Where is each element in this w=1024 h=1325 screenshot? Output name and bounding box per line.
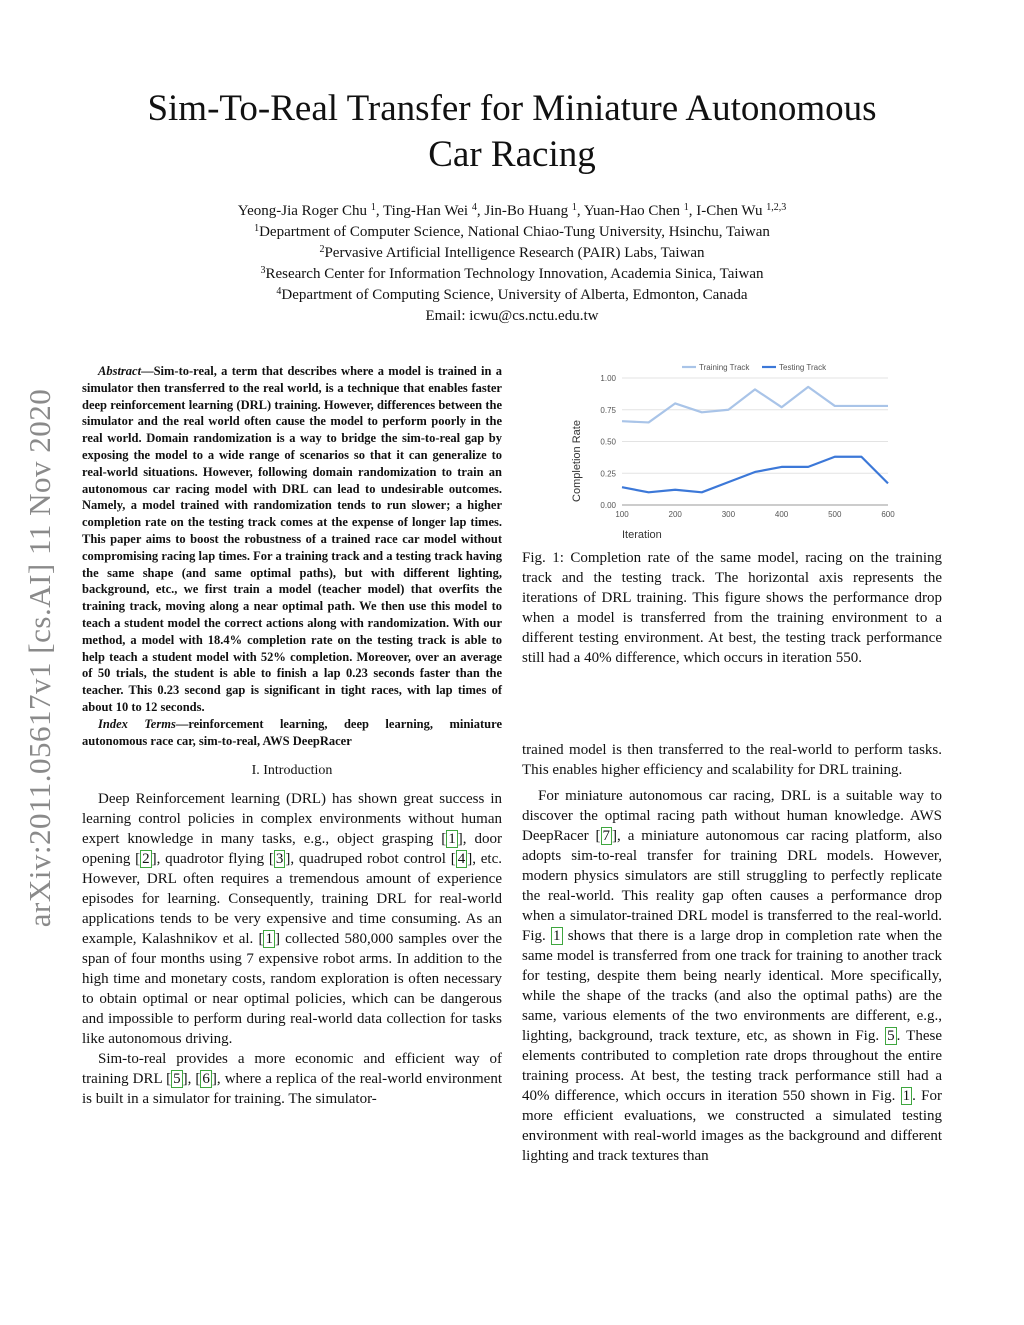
citation-link[interactable]: 5 [173, 1071, 181, 1088]
author-1: Yeong-Jia Roger Chu [237, 203, 368, 219]
author-names: Yeong-Jia Roger Chu $^1$, Ting-Han Wei $^4$, Jin-Bo Huang $^1$, Yuan-Hao Chen $^1$, I-Chen Wu $^{1,2,3}$ [237, 202, 787, 219]
legend-label: Testing Track [779, 363, 827, 372]
citation-link[interactable]: 1 [265, 931, 273, 948]
series-lines [622, 387, 888, 492]
x-tick-label: 300 [721, 510, 736, 519]
intro-paragraph-1: Deep Reinforcement learning (DRL) has shown great success in learning control policies in complex environments without human expert knowledge in many tasks, e.g., object grasping [ 1 ], door opening [ 2 ], quadrotor flying [ 3 ], quadruped robot control [ 4 ], etc. However, DRL often requires a tremendous amount of experience episodes for learning. Consequently, training DRL for real-world applications tends to be very expensive and time consuming. As an example, Kalashnikov et al. [ 1 ] collected 580,000 samples over the span of four months using 7 expensive robot arms. In addition to the high time and monetary costs, random exploration is often necessary to obtain optimal or near optimal policies, which can be dangerous and impossible to perform during real-world data collection for tasks like autonomous driving. [82, 791, 503, 1048]
x-axis-label: Iteration [622, 529, 662, 541]
completion-rate-chart [570, 363, 910, 543]
index-terms-label: Index Terms [98, 716, 176, 731]
author-4: Yuan-Hao Chen [583, 203, 681, 219]
training-track-line [622, 387, 888, 423]
citation-link[interactable]: 2 [142, 851, 150, 868]
title-line-2: Car Racing [428, 134, 596, 175]
author-4-sup: 1 [683, 202, 689, 213]
citation-link[interactable]: 4 [457, 851, 466, 868]
affiliation-2: $^2$Pervasive Artificial Intelligence Research (PAIR) Labs, Taiwan [319, 244, 705, 261]
author-3-sup: 1 [571, 202, 577, 213]
author-2: Ting-Han Wei [383, 203, 469, 219]
y-tick-labels [600, 374, 616, 510]
title-line-1: Sim-To-Real Transfer for Miniature Autonomous [147, 88, 877, 129]
figure-caption: Fig. 1: Completion rate of the same model, racing on the training track and the testing track. The horizontal axis represents the iterations of DRL training. This figure shows the performance drop when a model is transferred from the training environment to a different testing environment. At best, the testing track performance still had a 40% difference, which occurs in iteration 550. [522, 550, 942, 666]
left-column [82, 363, 502, 1109]
affiliation-1: $^1$Department of Computer Science, National Chiao-Tung University, Hsinchu, Taiwan [254, 223, 770, 240]
author-5-sup: 1,2,3 [766, 202, 787, 213]
x-tick-label: 400 [774, 510, 789, 519]
abstract [82, 363, 502, 749]
intro-paragraph-2: Sim-to-real provides a more economic and efficient way of training DRL [ 5 ], [ 6 ], where a replica of the real-world environment is built in a simulator for training. The simulator- [82, 1051, 502, 1108]
legend-label: Training Track [699, 363, 750, 372]
affiliation-4: $^4$Department of Computing Science, University of Alberta, Edmonton, Canada [276, 286, 748, 303]
affiliation-3: $^3$Research Center for Information Technology Innovation, Academia Sinica, Taiwan [260, 265, 764, 282]
y-tick-label: 0.25 [600, 469, 616, 479]
x-tick-label: 600 [881, 510, 895, 519]
figure-link[interactable]: 5 [887, 1028, 895, 1044]
y-tick-label: 1.00 [600, 374, 616, 383]
arxiv-stamp: arXiv:2011.05617v1 [cs.AI] 11 Nov 2020 [22, 388, 57, 928]
author-block [0, 201, 1024, 327]
author-1-sup: 1 [370, 202, 376, 213]
figure-link[interactable]: 1 [553, 928, 561, 944]
abstract-text: —Sim-to-real, a term that describes where a model is trained in a simulator then transferred to the real world, is a technique that enables faster deep reinforcement learning (DRL) training. However, differences between the simulator and the real world often cause the model to perform poorly in the real world. Domain randomization is a way to bridge the sim-to-real gap by exposing the model to a wide range of scenarios so that it can generalize to real-world situations. However, following domain randomization to train an autonomous car racing model with DRL can lead to undesirable outcomes. Namely, a model trained with randomization tends to run slower; a higher completion rate on the testing track comes at the expense of longer lap times. This paper aims to boost the robustness of a trained race car model without compromising racing lap times. For a training track and a testing track having the same shape (and same optimal paths), but with different lighting, background, etc., we first train a model (teacher model) that overfits the training track, moving along a near optimal path. We then use this model to teach a student model the correct actions along with randomization. With our method, a model with 18.4% completion rate on the testing track is able to help teach a student model with 52% completion. Moreover, over an average of 50 trials, the student is able to finish a lap 0.23 seconds faster than the teacher. This 0.23 second gap is significant in tight races, with lap times of about 10 to 12 seconds. [82, 364, 502, 714]
x-tick-label: 200 [668, 510, 682, 519]
citation-link[interactable]: 3 [275, 851, 284, 868]
paper-title [0, 86, 1024, 178]
author-2-sup: 4 [471, 202, 477, 213]
chart-grid [622, 378, 888, 505]
citation-link[interactable]: 6 [202, 1071, 210, 1088]
y-axis-label: Completion Rate [571, 420, 583, 502]
x-tick-labels [615, 510, 895, 519]
right-column-text [522, 740, 942, 1166]
y-tick-label: 0.50 [600, 437, 616, 447]
testing-track-line [622, 457, 888, 493]
y-tick-label: 0.00 [600, 501, 616, 510]
section-heading: I. Introduction [251, 763, 333, 779]
citation-link[interactable]: 1 [448, 831, 456, 848]
chart-legend [682, 363, 827, 372]
right-paragraph-2: For miniature autonomous car racing, DRL is a suitable way to discover the optimal racing path without human knowledge. AWS DeepRacer [ 7 ], a miniature autonomous car racing platform, also adopts sim-to-real transfer for training DRL models. However, modern physics simulators are still struggling to perfectly replicate the real-world. This reality gap often causes a performance drop when a simulator-trained DRL model is transferred to the real-world. Fig. 1 shows that there is a large drop in completion rate when the same model is transferred from one track for training to another track for testing, despite them being nearly identical. More specifically, while the shape of the tracks (and also the optimal paths) are the same, various elements of the two environments are different, e.g., lighting, background, track texture, etc, as shown in Fig. 5 . These elements contributed to completion rate drops throughout the entire training process. At best, the testing track performance still had a 40% difference, which occurs in iteration 550 shown in Fig. 1 . For more efficient evaluations, we constructed a simulated testing environment with real-world images as the background and different lighting and track textures than [522, 788, 943, 1164]
index-terms-text: —reinforcement learning, deep learning, miniature autonomous race car, sim-to-real, AWS DeepRacer [82, 716, 503, 748]
author-3: Jin-Bo Huang [484, 203, 569, 219]
citation-link[interactable]: 7 [602, 828, 611, 844]
abstract-label: Abstract [98, 364, 142, 378]
y-tick-label: 0.75 [600, 405, 616, 415]
author-5: I-Chen Wu [696, 203, 763, 219]
x-tick-label: 100 [615, 510, 629, 519]
x-tick-label: 500 [828, 510, 842, 519]
author-email: Email: icwu@cs.nctu.edu.tw [425, 308, 599, 324]
figure-link[interactable]: 1 [902, 1088, 911, 1104]
right-paragraph-1: trained model is then transferred to the real-world to perform tasks. This enables higher efficiency and scalability for DRL training. [522, 742, 942, 778]
